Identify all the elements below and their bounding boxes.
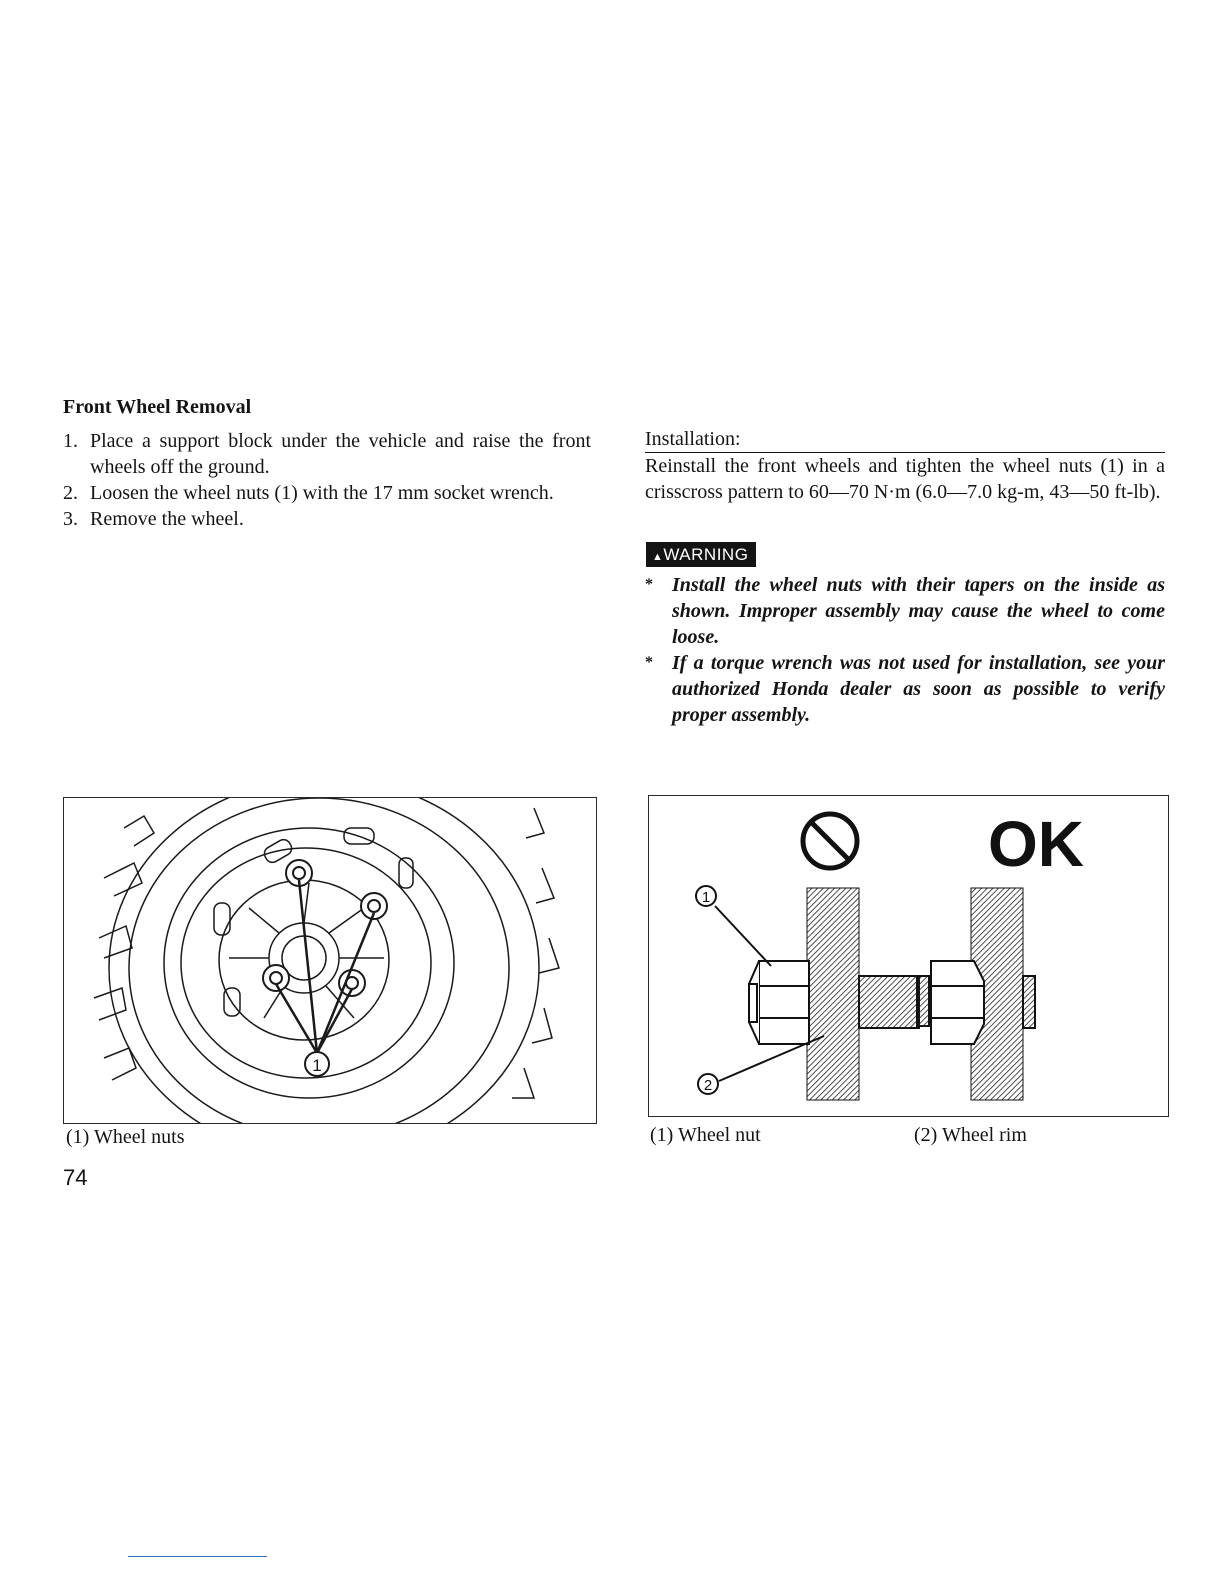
section-heading: Front Wheel Removal — [63, 396, 252, 418]
warning-label: WARNING — [663, 545, 749, 564]
warning-triangle-icon: ▲ — [652, 551, 664, 563]
bullet: * — [645, 654, 653, 671]
figure-caption: (1) Wheel nut — [650, 1124, 761, 1146]
ok-label: OK — [988, 808, 1084, 880]
warning-item — [645, 572, 1165, 650]
wheel-illustration — [64, 798, 597, 1124]
bullet: * — [645, 576, 653, 593]
warning-item — [645, 650, 1165, 728]
removal-steps — [63, 428, 591, 532]
step-number: 1. — [63, 430, 78, 452]
step-item — [63, 428, 591, 480]
step-number: 3. — [63, 508, 78, 530]
warning-text: Install the wheel nuts with their tapers on the inside as shown. Improper assembly may cause the wheel to come loose. — [672, 574, 1165, 648]
step-text: Loosen the wheel nuts (1) with the 17 mm socket wrench. — [90, 482, 554, 504]
figure-caption: (2) Wheel rim — [914, 1124, 1027, 1146]
figure-caption: (1) Wheel nuts — [66, 1126, 185, 1148]
wheel-rim — [807, 888, 859, 1100]
page-number: 74 — [63, 1165, 88, 1190]
step-item — [63, 480, 591, 506]
prohibited-icon — [803, 814, 857, 868]
footer-rule — [128, 1556, 267, 1557]
nut-orientation-figure — [648, 795, 1169, 1117]
installation-text: Reinstall the front wheels and tighten the wheel nuts (1) in a crisscross pattern to 60—70 N·m (6.0—7.0 kg-m, 43—50 ft-lb). — [645, 452, 1165, 505]
warning-badge — [646, 542, 756, 567]
warning-text: If a torque wrench was not used for installation, see your authorized Honda dealer as soon as possible to verify proper assembly. — [672, 652, 1165, 726]
step-text: Place a support block under the vehicle and raise the front wheels off the ground. — [90, 430, 591, 478]
callout-label: 1 — [312, 1056, 322, 1075]
wheel-nuts-figure — [63, 797, 597, 1124]
step-text: Remove the wheel. — [90, 508, 244, 530]
step-number: 2. — [63, 482, 78, 504]
callout-label: 2 — [703, 1077, 713, 1094]
step-item — [63, 506, 591, 532]
installation-heading: Installation: — [645, 428, 741, 450]
warning-list — [645, 572, 1165, 728]
nut-orientation-illustration — [649, 796, 1169, 1117]
callout-label: 1 — [701, 889, 711, 906]
